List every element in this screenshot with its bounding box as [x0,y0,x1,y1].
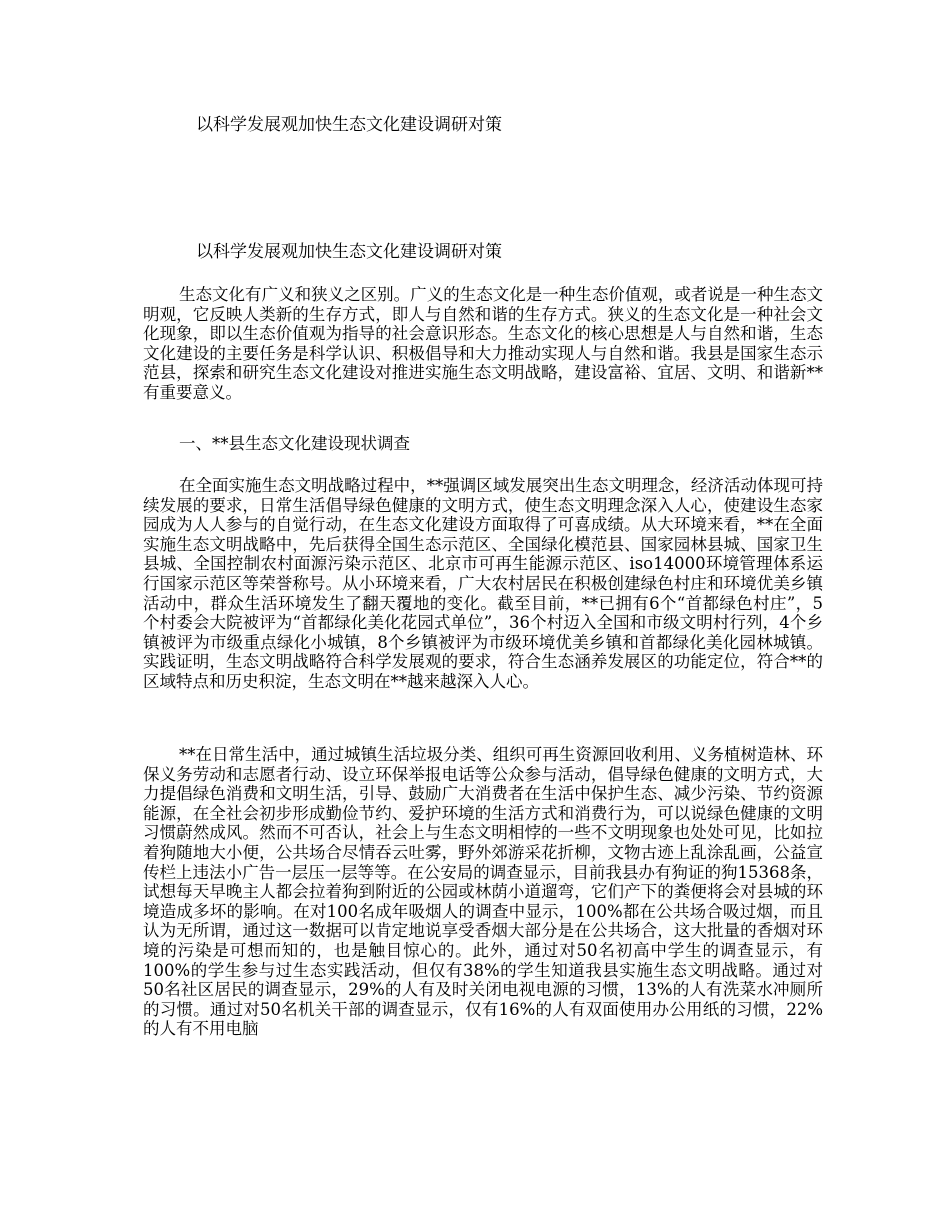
intro-paragraph: 生态文化有广义和狭义之区别。广义的生态文化是一种生态价值观，或者说是一种生态文明观，它反映人类新的生存方式，即人与自然和谐的生存方式。狭义的生态文化是一种社会文化现象，即以生态价值观为指导的社会意识形态。生态文化的核心思想是人与自然和谐，生态文化建设的主要任务是科学认识、积极倡导和大力推动实现人与自然和谐。我县是国家生态示范县，探索和研究生态文化建设对推进实施生态文明战略，建设富裕、宜居、文明、和谐新**有重要意义。 [143,285,823,402]
body-paragraph: 在全面实施生态文明战略过程中，**强调区域发展突出生态文明理念，经济活动体现可持续发展的要求，日常生活倡导绿色健康的文明方式，使生态文明理念深入人心，使建设生态家园成为人人参与的自觉行动，在生态文化建设方面取得了可喜成绩。从大环境来看，**在全面实施生态文明战略中，先后获得全国生态示范区、全国绿化模范县、国家园林县城、国家卫生县城、全国控制农村面源污染示范区、北京市可再生能源示范区、iso14000环境管理体系运行国家示范区等荣誉称号。从小环境来看，广大农村居民在积极创建绿色村庄和环境优美乡镇活动中，群众生活环境发生了翻天覆地的变化。截至目前，**已拥有6个“首都绿色村庄”，5个村委会大院被评为“首都绿化美化花园式单位”，36个村迈入全国和市级文明村行列，4个乡镇被评为市级重点绿化小城镇，8个乡镇被评为市级环境优美乡镇和首都绿化美化园林城镇。实践证明，生态文明战略符合科学发展观的要求，符合生态涵养发展区的功能定位，符合**的区域特点和历史积淀，生态文明在**越来越深入人心。 [143,476,823,691]
document-title: 以科学发展观加快生态文化建设调研对策 [196,242,502,262]
header-title: 以科学发展观加快生态文化建设调研对策 [196,115,502,135]
body-paragraph: **在日常生活中，通过城镇生活垃圾分类、组织可再生资源回收利用、义务植树造林、环保义务劳动和志愿者行动、设立环保举报电话等公众参与活动，倡导绿色健康的文明方式，大力提倡绿色消费和文明生活，引导、鼓励广大消费者在生活中保护生态、减少污染、节约资源能源，在全社会初步形成勤俭节约、爱护环境的生活方式和消费行为，可以说绿色健康的文明习惯蔚然成风。然而不可否认，社会上与生态文明相悖的一些不文明现象也处处可见，比如拉着狗随地大小便，公共场合尽情吞云吐雾，野外郊游采花折柳，文物古迹上乱涂乱画，公益宣传栏上违法小广告一层压一层等等。在公安局的调查显示，目前我县办有狗证的狗15368条，试想每天早晚主人都会拉着狗到附近的公园或林荫小道遛弯，它们产下的粪便将会对县城的环境造成多坏的影响。在对100名成年吸烟人的调查中显示，100%都在公共场合吸过烟，而且认为无所谓，通过这一数据可以肯定地说享受香烟大部分是在公共场合，这大批量的香烟对环境的污染是可想而知的，也是触目惊心的。此外，通过对50名初高中学生的调查显示，有100%的学生参与过生态实践活动，但仅有38%的学生知道我县实施生态文明战略。通过对50名社区居民的调查显示，29%的人有及时关闭电视电源的习惯，13%的人有洗菜水冲厕所的习惯。通过对50名机关干部的调查显示，仅有16%的人有双面使用办公用纸的习惯，22%的人有不用电脑 [143,745,823,1039]
section-heading: 一、**县生态文化建设现状调查 [179,434,410,453]
